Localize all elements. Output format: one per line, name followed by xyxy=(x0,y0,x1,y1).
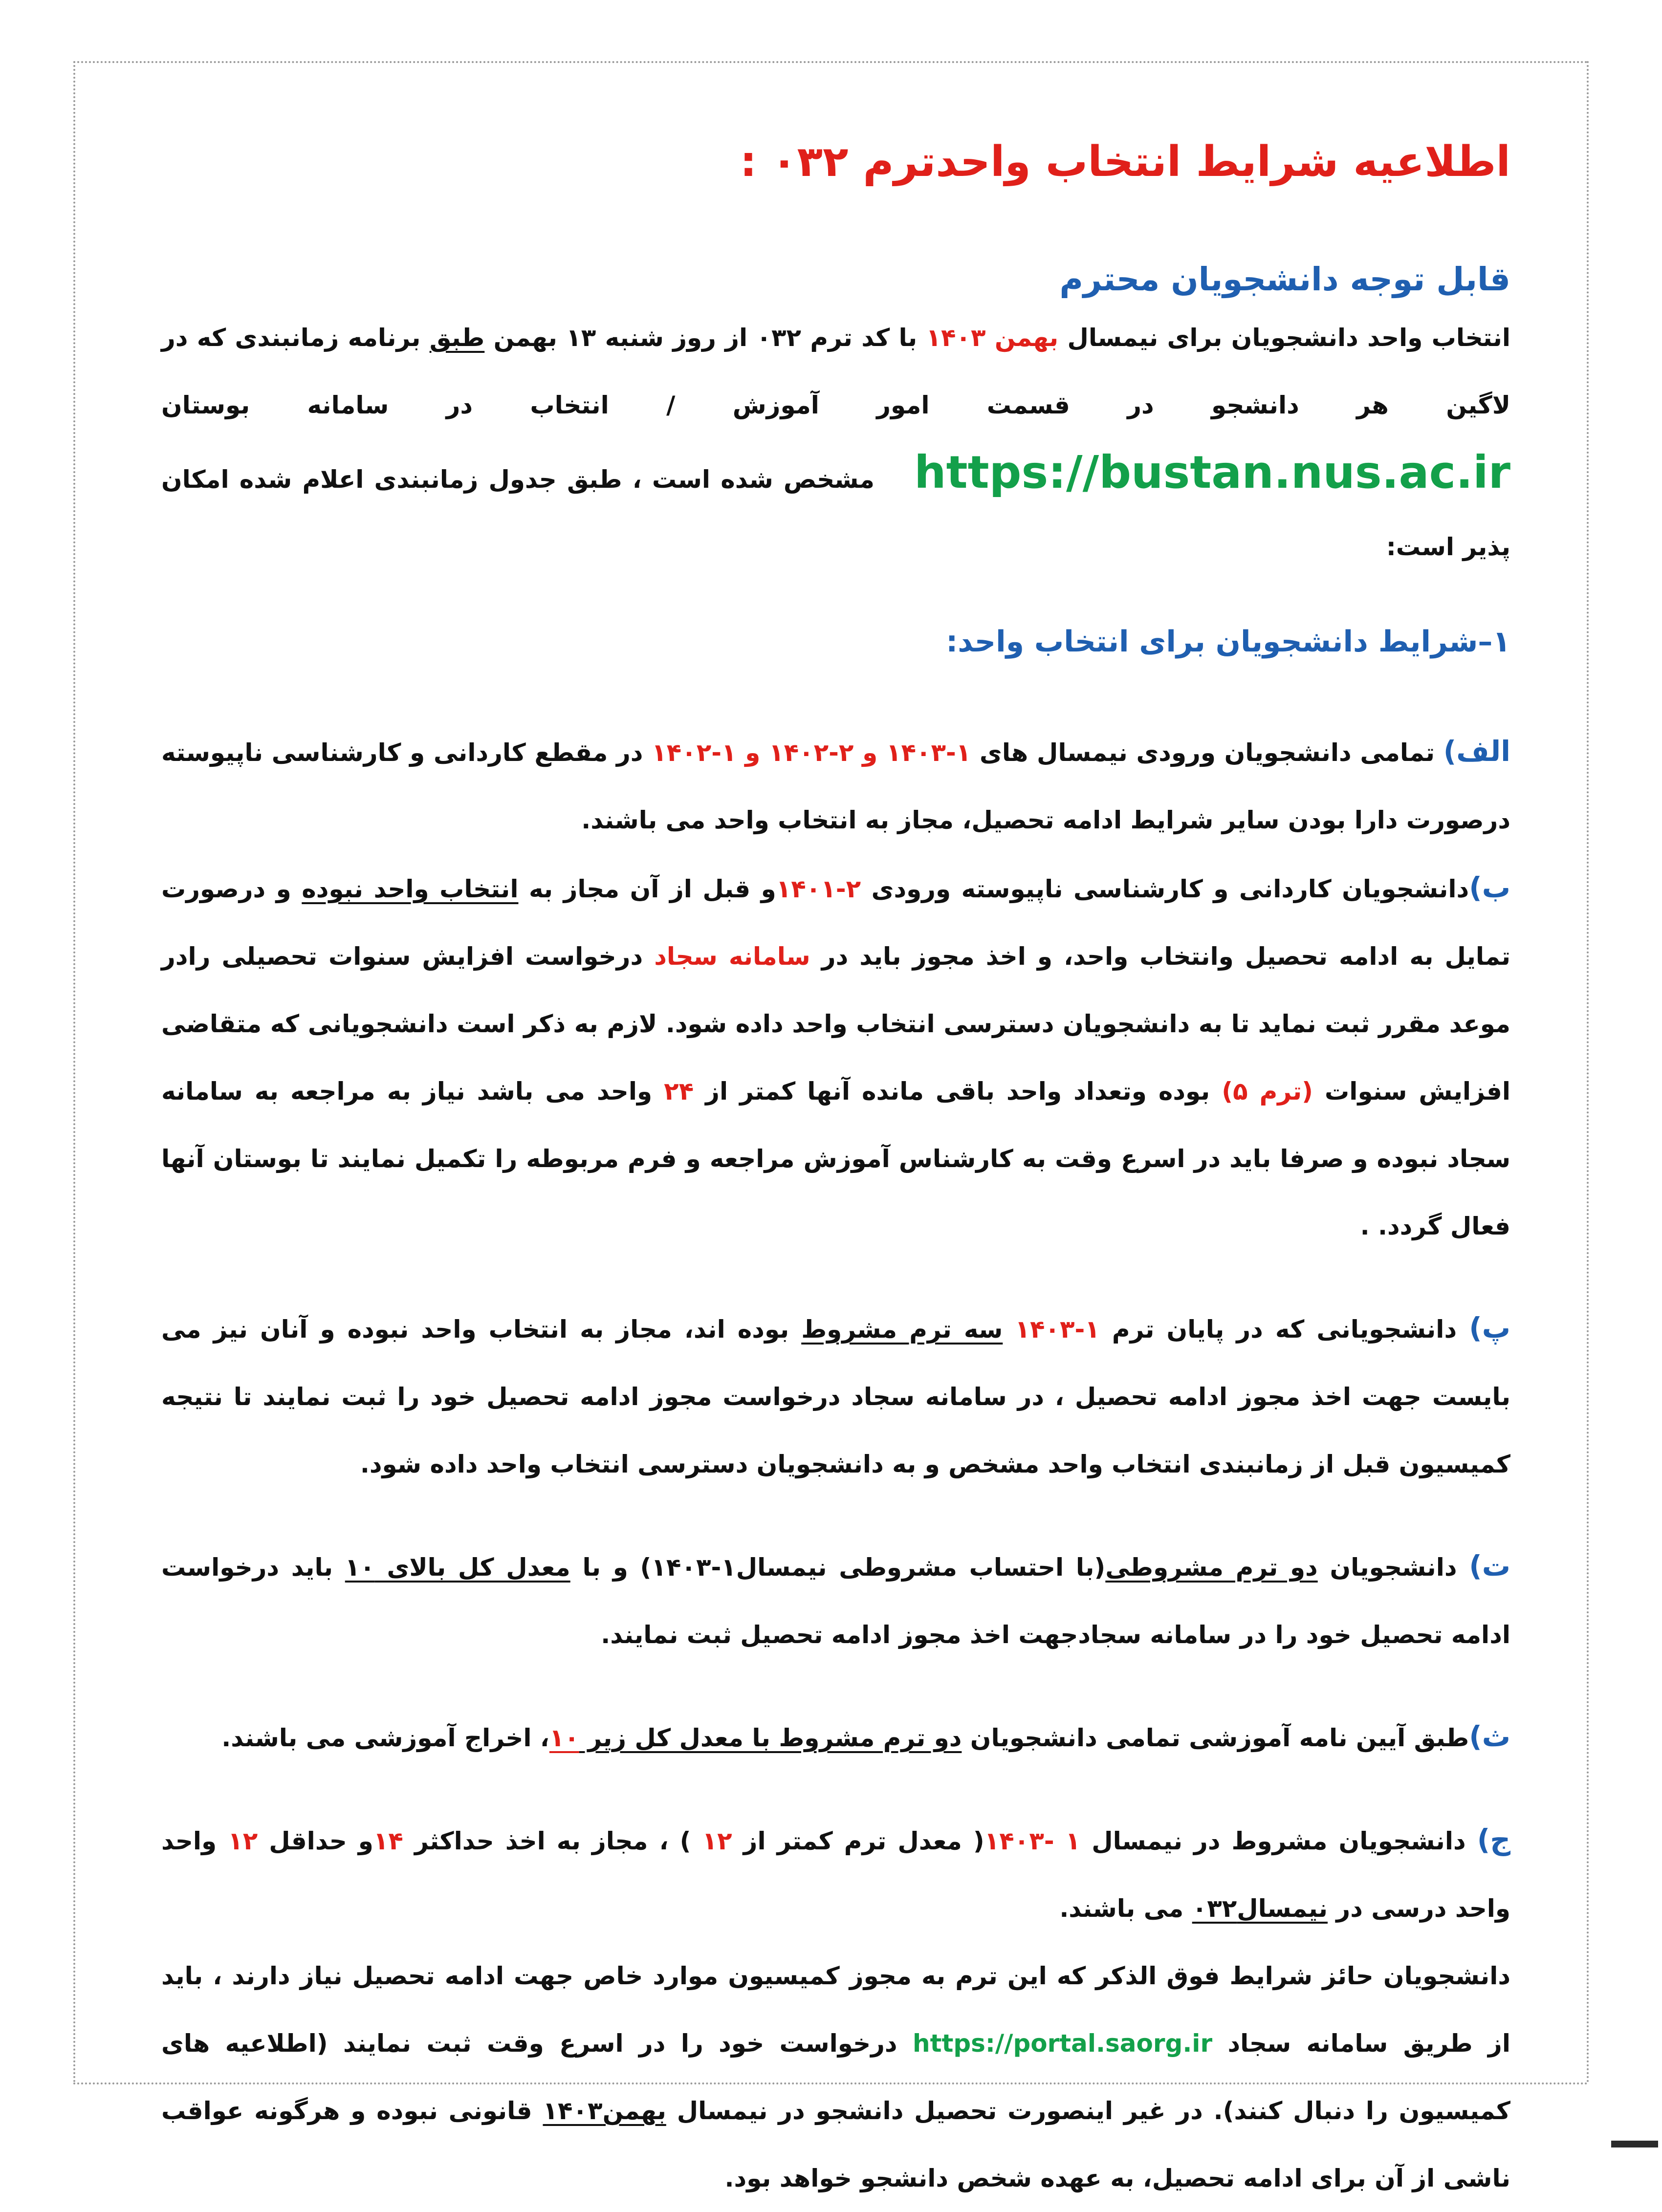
item-text: درخواست افزایش سنوات تحصیلی رادر موعد مقرر ثبت نماید تا به دانشجویان دسترسی انتخاب واحد داده شود. لازم به ذکر است دانشجویانی که متقاضی افزایش سنوات xyxy=(161,942,1510,1106)
bustan-url-link[interactable]: https://bustan.nus.ac.ir xyxy=(914,446,1510,499)
item-text: دانشجویان xyxy=(1317,1553,1469,1582)
page-title: اطلاعیه شرایط انتخاب واحدترم ۰۳۲ : xyxy=(740,137,1510,186)
intro-text: مشخص شده است ، طبق جدول زمانبندی اعلام شده امکان پذیر است: xyxy=(161,465,1510,562)
end-term: ۱-۱۴۰۳ xyxy=(1015,1315,1100,1344)
item-label: ت) xyxy=(1469,1549,1511,1583)
item-text: بوده وتعداد واحد باقی مانده آنها کمتر از xyxy=(694,1077,1222,1106)
intro-paragraph xyxy=(161,304,1510,581)
item-text: واحد واحد درسی در xyxy=(161,1827,1510,1923)
item-text: (با احتساب مشروطی نیمسال۱-۱۴۰۳) و با xyxy=(570,1553,1106,1582)
corner-watermark xyxy=(1611,2141,1658,2147)
intro-year: ۱۴۰۳ xyxy=(926,324,986,352)
item-underlined: سه ترم مشروط xyxy=(801,1315,1003,1344)
item-text: دانشجویان مشروط در نیمسال xyxy=(1080,1827,1477,1856)
item-text: دانشجویانی که در پایان ترم xyxy=(1099,1315,1469,1344)
intro-text: انتخاب واحد دانشجویان برای نیمسال xyxy=(1058,324,1510,352)
item-underlined: معدل کل بالای ۱۰ xyxy=(345,1553,570,1582)
subtitle: قابل توجه دانشجویان محترم xyxy=(1059,260,1510,299)
intro-text: با کد ترم ۰۳۲ از روز شنبه ۱۳ بهمن xyxy=(484,324,926,352)
item-label: ب) xyxy=(1469,871,1511,905)
announcement xyxy=(161,137,1510,2212)
item-text: و درصورت تمایل به ادامه تحصیل وانتخاب واحد، و اخذ مجوز باید در xyxy=(161,875,1510,971)
units-24: ۲۴ xyxy=(664,1077,694,1106)
item-underlined: انتخاب واحد نبوده xyxy=(302,875,519,904)
item-te xyxy=(161,1532,1510,1669)
item-text: در مقطع کاردانی و کارشناسی ناپیوسته درصورت دارا بودن سایر شرایط ادامه تحصیل، مجاز به انتخاب واحد می باشند. xyxy=(161,738,1510,835)
max-units-14: ۱۴ xyxy=(373,1827,403,1856)
term-5: (ترم ۵) xyxy=(1222,1077,1313,1106)
item-label: ث) xyxy=(1469,1720,1510,1754)
closing-text: قانونی نبوده و هرگونه عواقب ناشی از آن برای ادامه تحصیل، به عهده شخص دانشجو خواهد بود. xyxy=(161,2097,1510,2193)
item-text: ) ، مجاز به اخذ حداکثر xyxy=(403,1827,702,1856)
section-1-title: ۱–شرایط دانشجویان برای انتخاب واحد: xyxy=(946,625,1510,659)
item-label: ج) xyxy=(1477,1823,1510,1857)
sajad-system: سامانه سجاد xyxy=(654,942,810,971)
item-jim xyxy=(161,1806,1510,1942)
item-underlined: دو ترم مشروطی xyxy=(1105,1553,1318,1582)
item-alef xyxy=(161,717,1510,854)
min-units-12: ۱۲ xyxy=(228,1827,258,1856)
intro-month: بهمن xyxy=(994,324,1059,352)
intro-text: برنامه زمانبندی که در لاگین هر دانشجو در قسمت امور آموزش / انتخاب در سامانه بوستان xyxy=(161,324,1510,420)
item-text: ، اخراج آموزشی می باشند. xyxy=(221,1724,549,1753)
item-text: دانشجویان کاردانی و کارشناسی ناپیوسته ورودی xyxy=(861,875,1469,904)
item-label: الف) xyxy=(1443,735,1510,768)
item-se xyxy=(161,1703,1510,1772)
gpa-12: ۱۲ xyxy=(702,1827,732,1856)
item-pe xyxy=(161,1294,1510,1498)
entry-terms: ۱-۱۴۰۳ و ۲-۱۴۰۲ و ۱-۱۴۰۲ xyxy=(652,738,971,767)
item-text: بوده اند، مجاز به انتخاب واحد نبوده و آنان نیز می بایست جهت اخذ مجوز ادامه تحصیل ، در سامانه سجاد درخواست مجوز ادامه تحصیل خود را ثبت نمایند تا نتیجه کمیسیون قبل از زمانبندی انتخاب واحد مشخص و به دانشجویان دسترسی انتخاب واحد داده شود. xyxy=(161,1315,1510,1479)
item-underlined: نیمسال۰۳۲ xyxy=(1192,1894,1328,1923)
intro-underlined: طبق xyxy=(429,324,485,352)
item-text: باید درخواست ادامه تحصیل خود را در سامانه سجادجهت اخذ مجوز ادامه تحصیل ثبت نمایند. xyxy=(161,1553,1510,1649)
gpa-10: ۱۰ xyxy=(549,1724,579,1753)
closing-underlined: بهمن۱۴۰۳ xyxy=(543,2097,666,2125)
item-be xyxy=(161,854,1510,1260)
item-label: پ) xyxy=(1469,1311,1510,1345)
closing-text: درخواست خود را در اسرع وقت ثبت نمایند (اطلاعیه های کمیسیون را دنبال کنند). در غیر اینصورت تحصیل دانشجو در نیمسال xyxy=(161,2029,1510,2125)
item-text: و حداقل xyxy=(258,1827,373,1856)
closing-paragraph xyxy=(161,1942,1510,2212)
item-text: ( معدل ترم کمتر از xyxy=(732,1827,984,1856)
item-text: واحد می باشد نیاز به مراجعه به سامانه سجاد نبوده و صرفا باید در اسرع وقت به کارشناس آموزش مراجعه و فرم مربوطه را تکمیل نمایند تا بوستان آنها فعال گردد. . xyxy=(161,1077,1510,1241)
intro-text xyxy=(986,324,995,352)
entry-term: ۲-۱۴۰۱ xyxy=(776,875,861,904)
closing-text: دانشجویان حائز شرایط فوق الذکر که این ترم به مجوز کمیسیون موارد خاص جهت ادامه تحصیل نیاز دارند ، باید از طریق سامانه سجاد xyxy=(161,1962,1510,2058)
item-underlined: دو ترم مشروط با معدل کل زیر xyxy=(579,1724,962,1753)
item-text: و قبل از آن مجاز به xyxy=(518,875,776,904)
item-text: می باشند. xyxy=(1059,1894,1192,1923)
probation-term: ۱ -۱۴۰۳ xyxy=(984,1827,1081,1856)
item-text: تمامی دانشجویان ورودی نیمسال های xyxy=(971,738,1443,767)
item-text: طبق آیین نامه آموزشی تمامی دانشجویان xyxy=(962,1724,1469,1753)
saorg-url-link[interactable]: https://portal.saorg.ir xyxy=(912,2029,1213,2058)
